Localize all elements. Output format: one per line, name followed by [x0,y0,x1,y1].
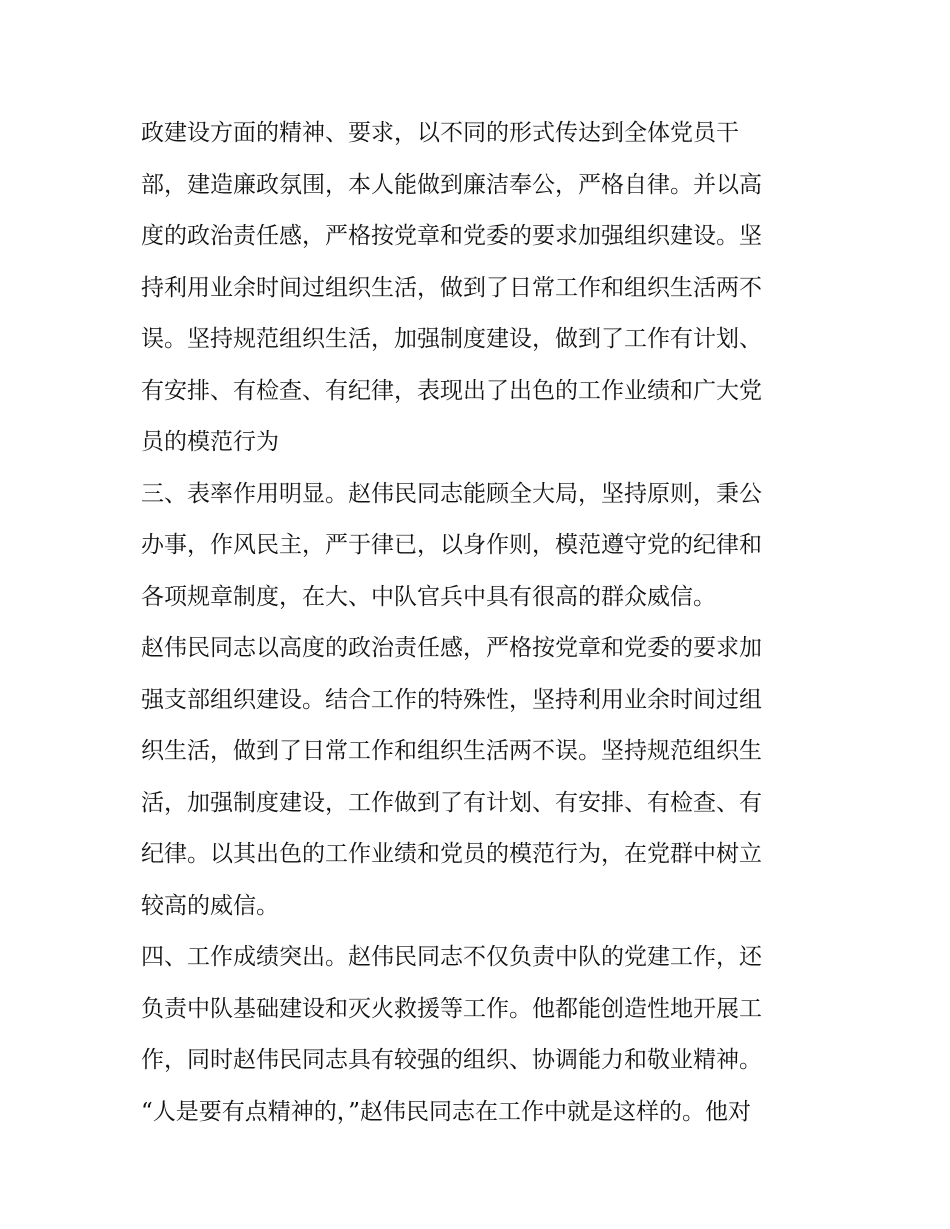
text-line: 误。坚持规范组织生活，加强制度建设，做到了工作有计划、 [141,326,762,352]
document-body [141,108,821,1138]
text-line: 度的政治责任感，严格按党章和党委的要求加强组织建设。坚 [141,223,762,249]
text-line: 部，建造廉政氛围，本人能做到廉洁奉公，严格自律。并以高 [141,171,762,198]
text-line: 办事，作风民主，严于律已，以身作则，模范遵守党的纪律和 [141,532,762,558]
text-line: 作，同时赵伟民同志具有较强的组织、协调能力和敬业精神。 [141,1047,762,1073]
text-line: 有安排、有检查、有纪律，表现出了出色的工作业绩和广大党 [141,377,762,404]
text-line: 各项规章制度，在大、中队官兵中具有很高的群众威信。 [141,583,716,610]
text-line: 持利用业余时间过组织生活，做到了日常工作和组织生活两不 [141,274,762,301]
text-line: 强支部组织建设。结合工作的特殊性，坚持利用业余时间过组 [141,686,762,713]
text-line: 较高的威信。 [141,892,279,919]
text-line: 政建设方面的精神、要求，以不同的形式传达到全体党员干 [141,120,739,146]
text-line: “人是要有点精神的，”赵伟民同志在工作中就是这样的。他对 [141,1098,752,1125]
text-line: 赵伟民同志以高度的政治责任感，严格按党章和党委的要求加 [141,635,762,661]
section-heading-line: 四、工作成绩突出。赵伟民同志不仅负责中队的党建工作，还 [141,944,762,970]
section-heading-line: 三、表率作用明显。赵伟民同志能顾全大局，坚持原则，秉公 [141,480,762,507]
text-line: 活，加强制度建设，工作做到了有计划、有安排、有检查、有 [141,789,762,816]
text-line: 纪律。以其出色的工作业绩和党员的模范行为，在党群中树立 [141,841,762,867]
text-line: 员的模范行为 [141,429,279,455]
text-line: 织生活，做到了日常工作和组织生活两不误。坚持规范组织生 [141,738,762,764]
text-line: 负责中队基础建设和灭火救援等工作。他都能创造性地开展工 [141,995,762,1022]
